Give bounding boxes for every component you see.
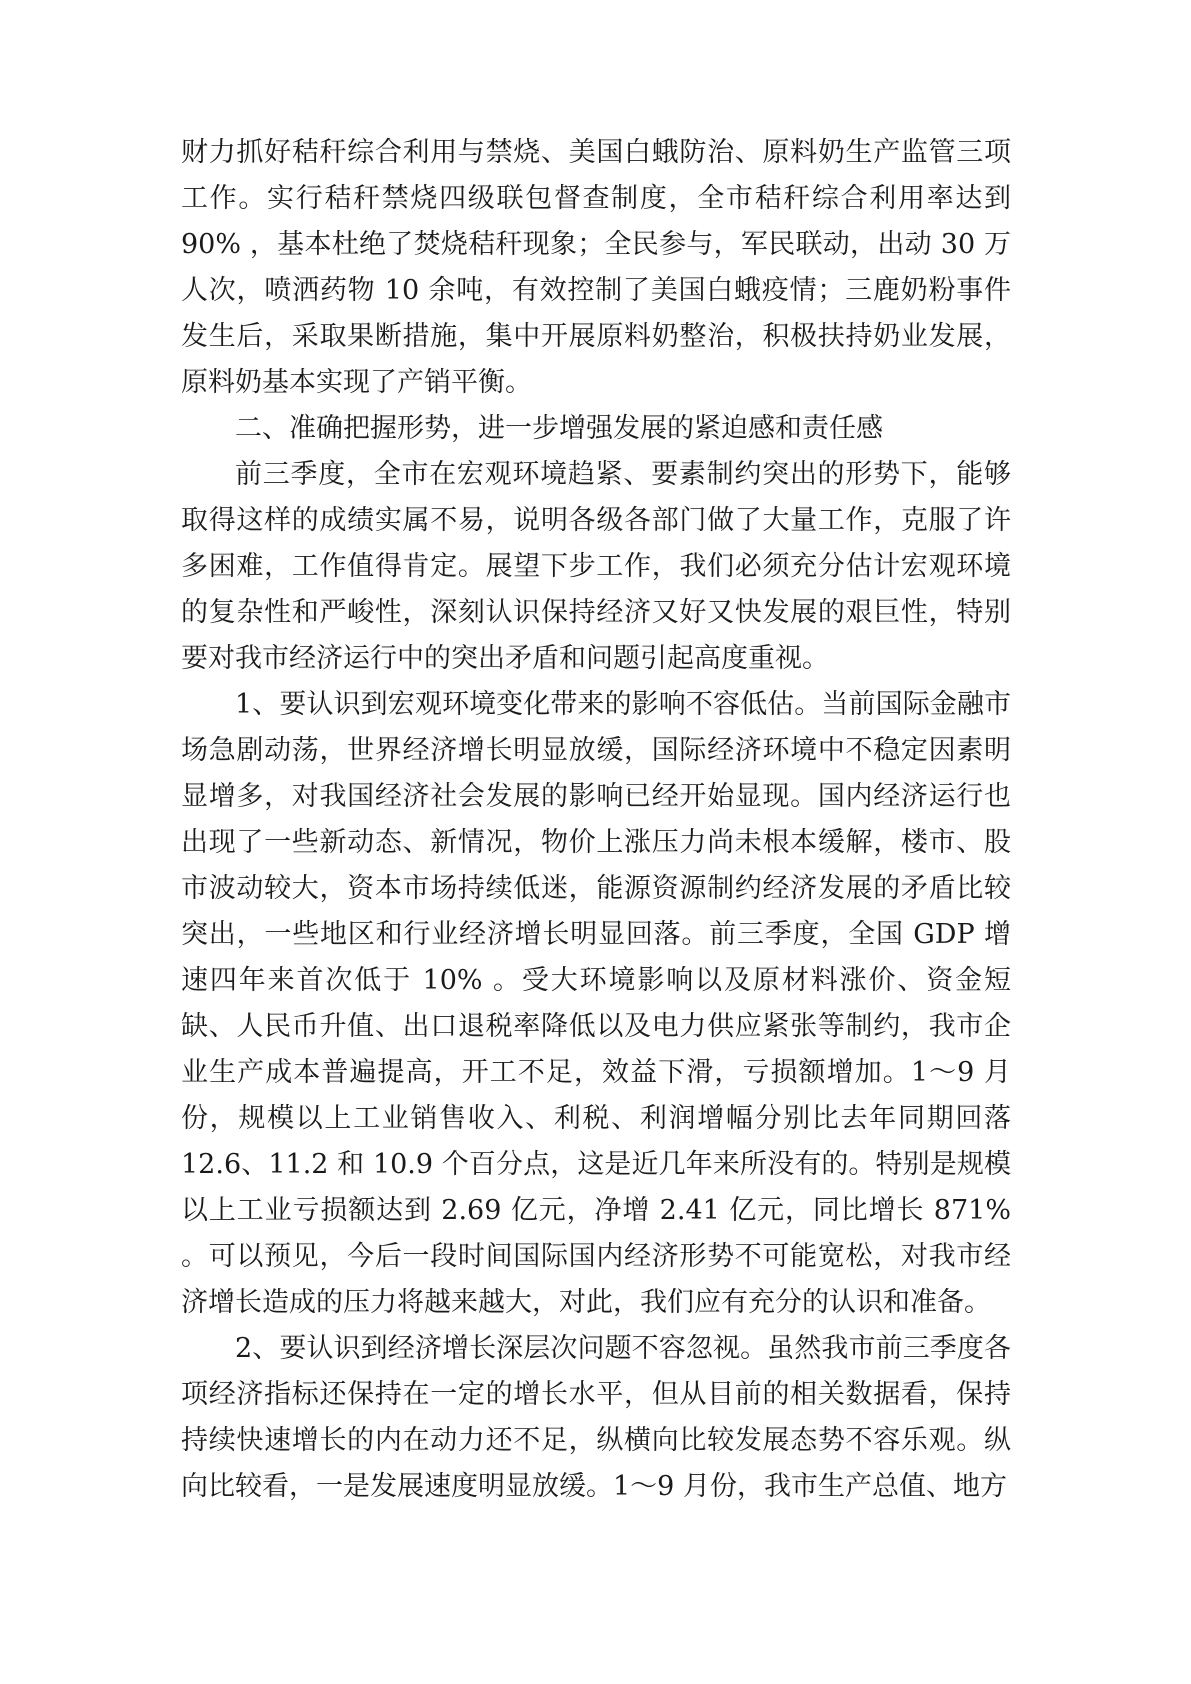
paragraph: 1、要认识到宏观环境变化带来的影响不容低估。当前国际金融市场急剧动荡，世界经济增长明显放缓，国际经济环境中不稳定因素明显增多，对我国经济社会发展的影响已经开始显现。国内经济运行也出现了一些新动态、新情况，物价上涨压力尚未根本缓解，楼市、股市波动较大，资本市场持续低迷，能源资源制约经济发展的矛盾比较突出，一些地区和行业经济增长明显回落。前三季度，全国 GDP 增速四年来首次低于 10% 。受大环境影响以及原材料涨价、资金短缺、人民币升值、出口退税率降低以及电力供应紧张等制约，我市企业生产成本普遍提高，开工不足，效益下滑，亏损额增加。1～9 月份，规模以上工业销售收入、利税、利润增幅分别比去年同期回落 12.6、11.2 和 10.9 个百分点，这是近几年来所没有的。特别是规模以上工业亏损额达到 2.69 亿元，净增 2.41 亿元，同比增长 871% 。可以预见，今后一段时间国际国内经济形势不可能宽松，对我市经济增长造成的压力将越来越大，对此，我们应有充分的认识和准备。: [181, 689, 1011, 1318]
paragraph: 前三季度，全市在宏观环境趋紧、要素制约突出的形势下，能够取得这样的成绩实属不易，说明各级各部门做了大量工作，克服了许多困难，工作值得肯定。展望下步工作，我们必须充分估计宏观环境的复杂性和严峻性，深刻认识保持经济又好又快发展的艰巨性，特别要对我市经济运行中的突出矛盾和问题引起高度重视。: [181, 459, 1011, 674]
paragraph-continuation: 财力抓好秸秆综合利用与禁烧、美国白蛾防治、原料奶生产监管三项工作。实行秸秆禁烧四级联包督查制度，全市秸秆综合利用率达到90% ，基本杜绝了焚烧秸秆现象；全民参与，军民联动，出动 30 万人次，喷洒药物 10 余吨，有效控制了美国白蛾疫情；三鹿奶粉事件发生后，采取果断措施，集中开展原料奶整治，积极扶持奶业发展，原料奶基本实现了产销平衡。: [181, 137, 1011, 398]
document-body: [181, 130, 1011, 1510]
section-heading: 二、准确把握形势，进一步增强发展的紧迫感和责任感: [235, 413, 883, 444]
paragraph: 2、要认识到经济增长深层次问题不容忽视。虽然我市前三季度各项经济指标还保持在一定的增长水平，但从目前的相关数据看，保持持续快速增长的内在动力还不足，纵横向比较发展态势不容乐观。纵向比较看，一是发展速度明显放缓。1～9 月份，我市生产总值、地方: [181, 1333, 1011, 1502]
